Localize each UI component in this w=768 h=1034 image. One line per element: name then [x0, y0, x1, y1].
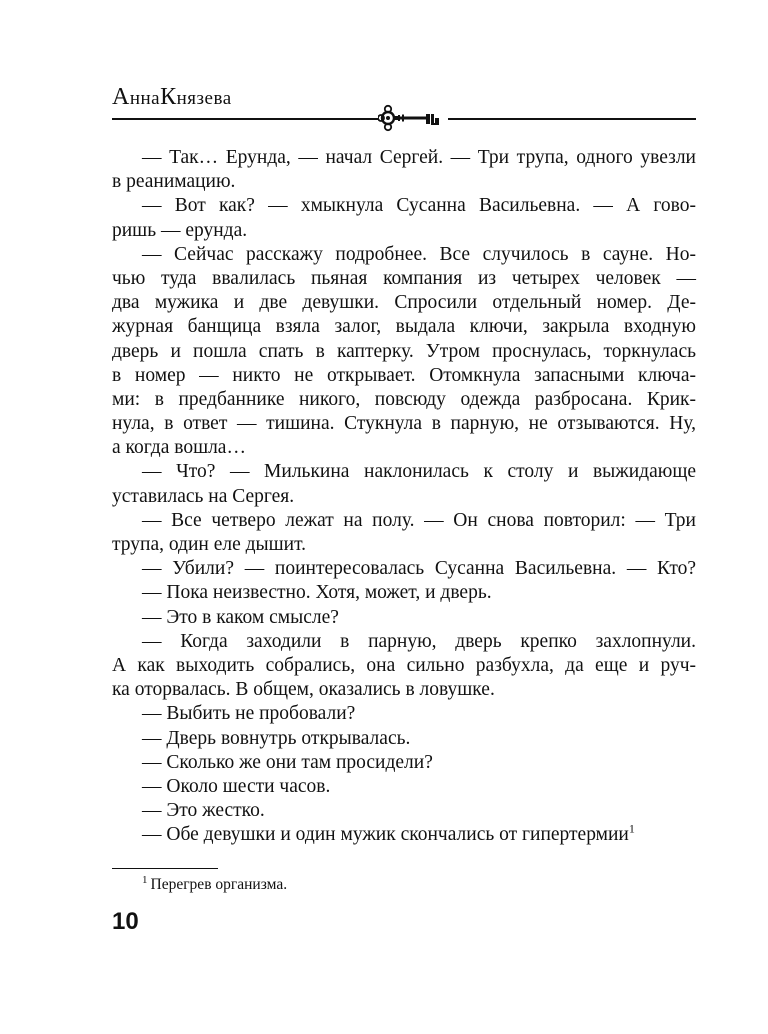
text-line: нула, в ответ — тишина. Стукнула в парную, не отзываются. Ну,: [112, 413, 696, 435]
text-line: журная банщица взяла залог, выдала ключи, закрыла входную: [112, 316, 696, 338]
text-line: чью туда ввалилась пьяная компания из четырех человек —: [112, 267, 696, 289]
text-line: — Это в каком смысле?: [142, 606, 339, 628]
text-line: а когда вошла…: [112, 437, 246, 459]
text-line: трупа, один еле дышит.: [112, 534, 307, 555]
running-header-author: [112, 84, 232, 111]
text-line: — Так… Ерунда, — начал Сергей. — Три трупа, одного увезли: [142, 147, 696, 168]
last-line-text: — Обе девушки и один мужик скончались от гипертермии: [142, 824, 629, 846]
text-line: уставилась на Сергея.: [112, 485, 295, 507]
page-number: 10: [112, 908, 139, 935]
text-line: — Сейчас расскажу подробнее. Все случилось в сауне. Но-: [142, 243, 696, 265]
text-line: — Все четверо лежат на полу. — Он снова повторил: — Три: [142, 509, 696, 531]
key-icon: [378, 103, 448, 133]
text-line: два мужика и две девушки. Спросили отдельный номер. Де-: [112, 292, 696, 314]
text-line-last: [112, 823, 696, 847]
footnote: [142, 873, 288, 894]
text-line: — Вот как? — хмыкнула Сусанна Васильевна. — А гово-: [142, 195, 696, 217]
text-line: — Это жестко.: [142, 800, 265, 822]
text-line: — Около шести часов.: [142, 775, 331, 797]
text-line: ришь — ерунда.: [112, 219, 248, 241]
text-line: дверь и пошла спать в каптерку. Утром проснулась, торкнулась: [112, 340, 696, 362]
footnote-number: 1: [142, 873, 148, 886]
footnote-rule: [112, 868, 218, 869]
text-line: в номер — никто не открывает. Отомкнула запасными ключа-: [112, 364, 696, 386]
text-line: — Что? — Милькина наклонилась к столу и выжидающе: [142, 461, 696, 483]
text-line: А как выходить собрались, она сильно разбухла, да еще и руч-: [112, 654, 696, 676]
text-line: ми: в предбаннике никого, повсюду одежда разбросана. Крик-: [112, 388, 696, 410]
text-line: — Дверь вовнутрь открывалась.: [142, 727, 411, 749]
author-last-name-rest: нязева: [176, 88, 232, 109]
text-line: в реанимацию.: [112, 171, 236, 193]
text-line: — Когда заходили в парную, дверь крепко захлопнули.: [142, 630, 696, 652]
text-line: — Сколько же они там просидели?: [142, 751, 433, 773]
text-line: — Выбить не пробовали?: [142, 703, 356, 725]
author-first-name-rest: нна: [129, 88, 161, 109]
author-initial-first: А: [112, 84, 130, 110]
footnote-reference: 1: [628, 821, 635, 836]
text-line: — Убили? — поинтересовалась Сусанна Васильевна. — Кто?: [142, 558, 696, 580]
text-line: — Пока неизвестно. Хотя, может, и дверь.: [142, 582, 492, 604]
main-text: [112, 146, 696, 847]
author-initial-last: К: [160, 84, 177, 110]
text-line: ка оторвалась. В общем, оказались в ловушке.: [112, 679, 495, 701]
footnote-text: Перегрев организма.: [150, 876, 288, 893]
